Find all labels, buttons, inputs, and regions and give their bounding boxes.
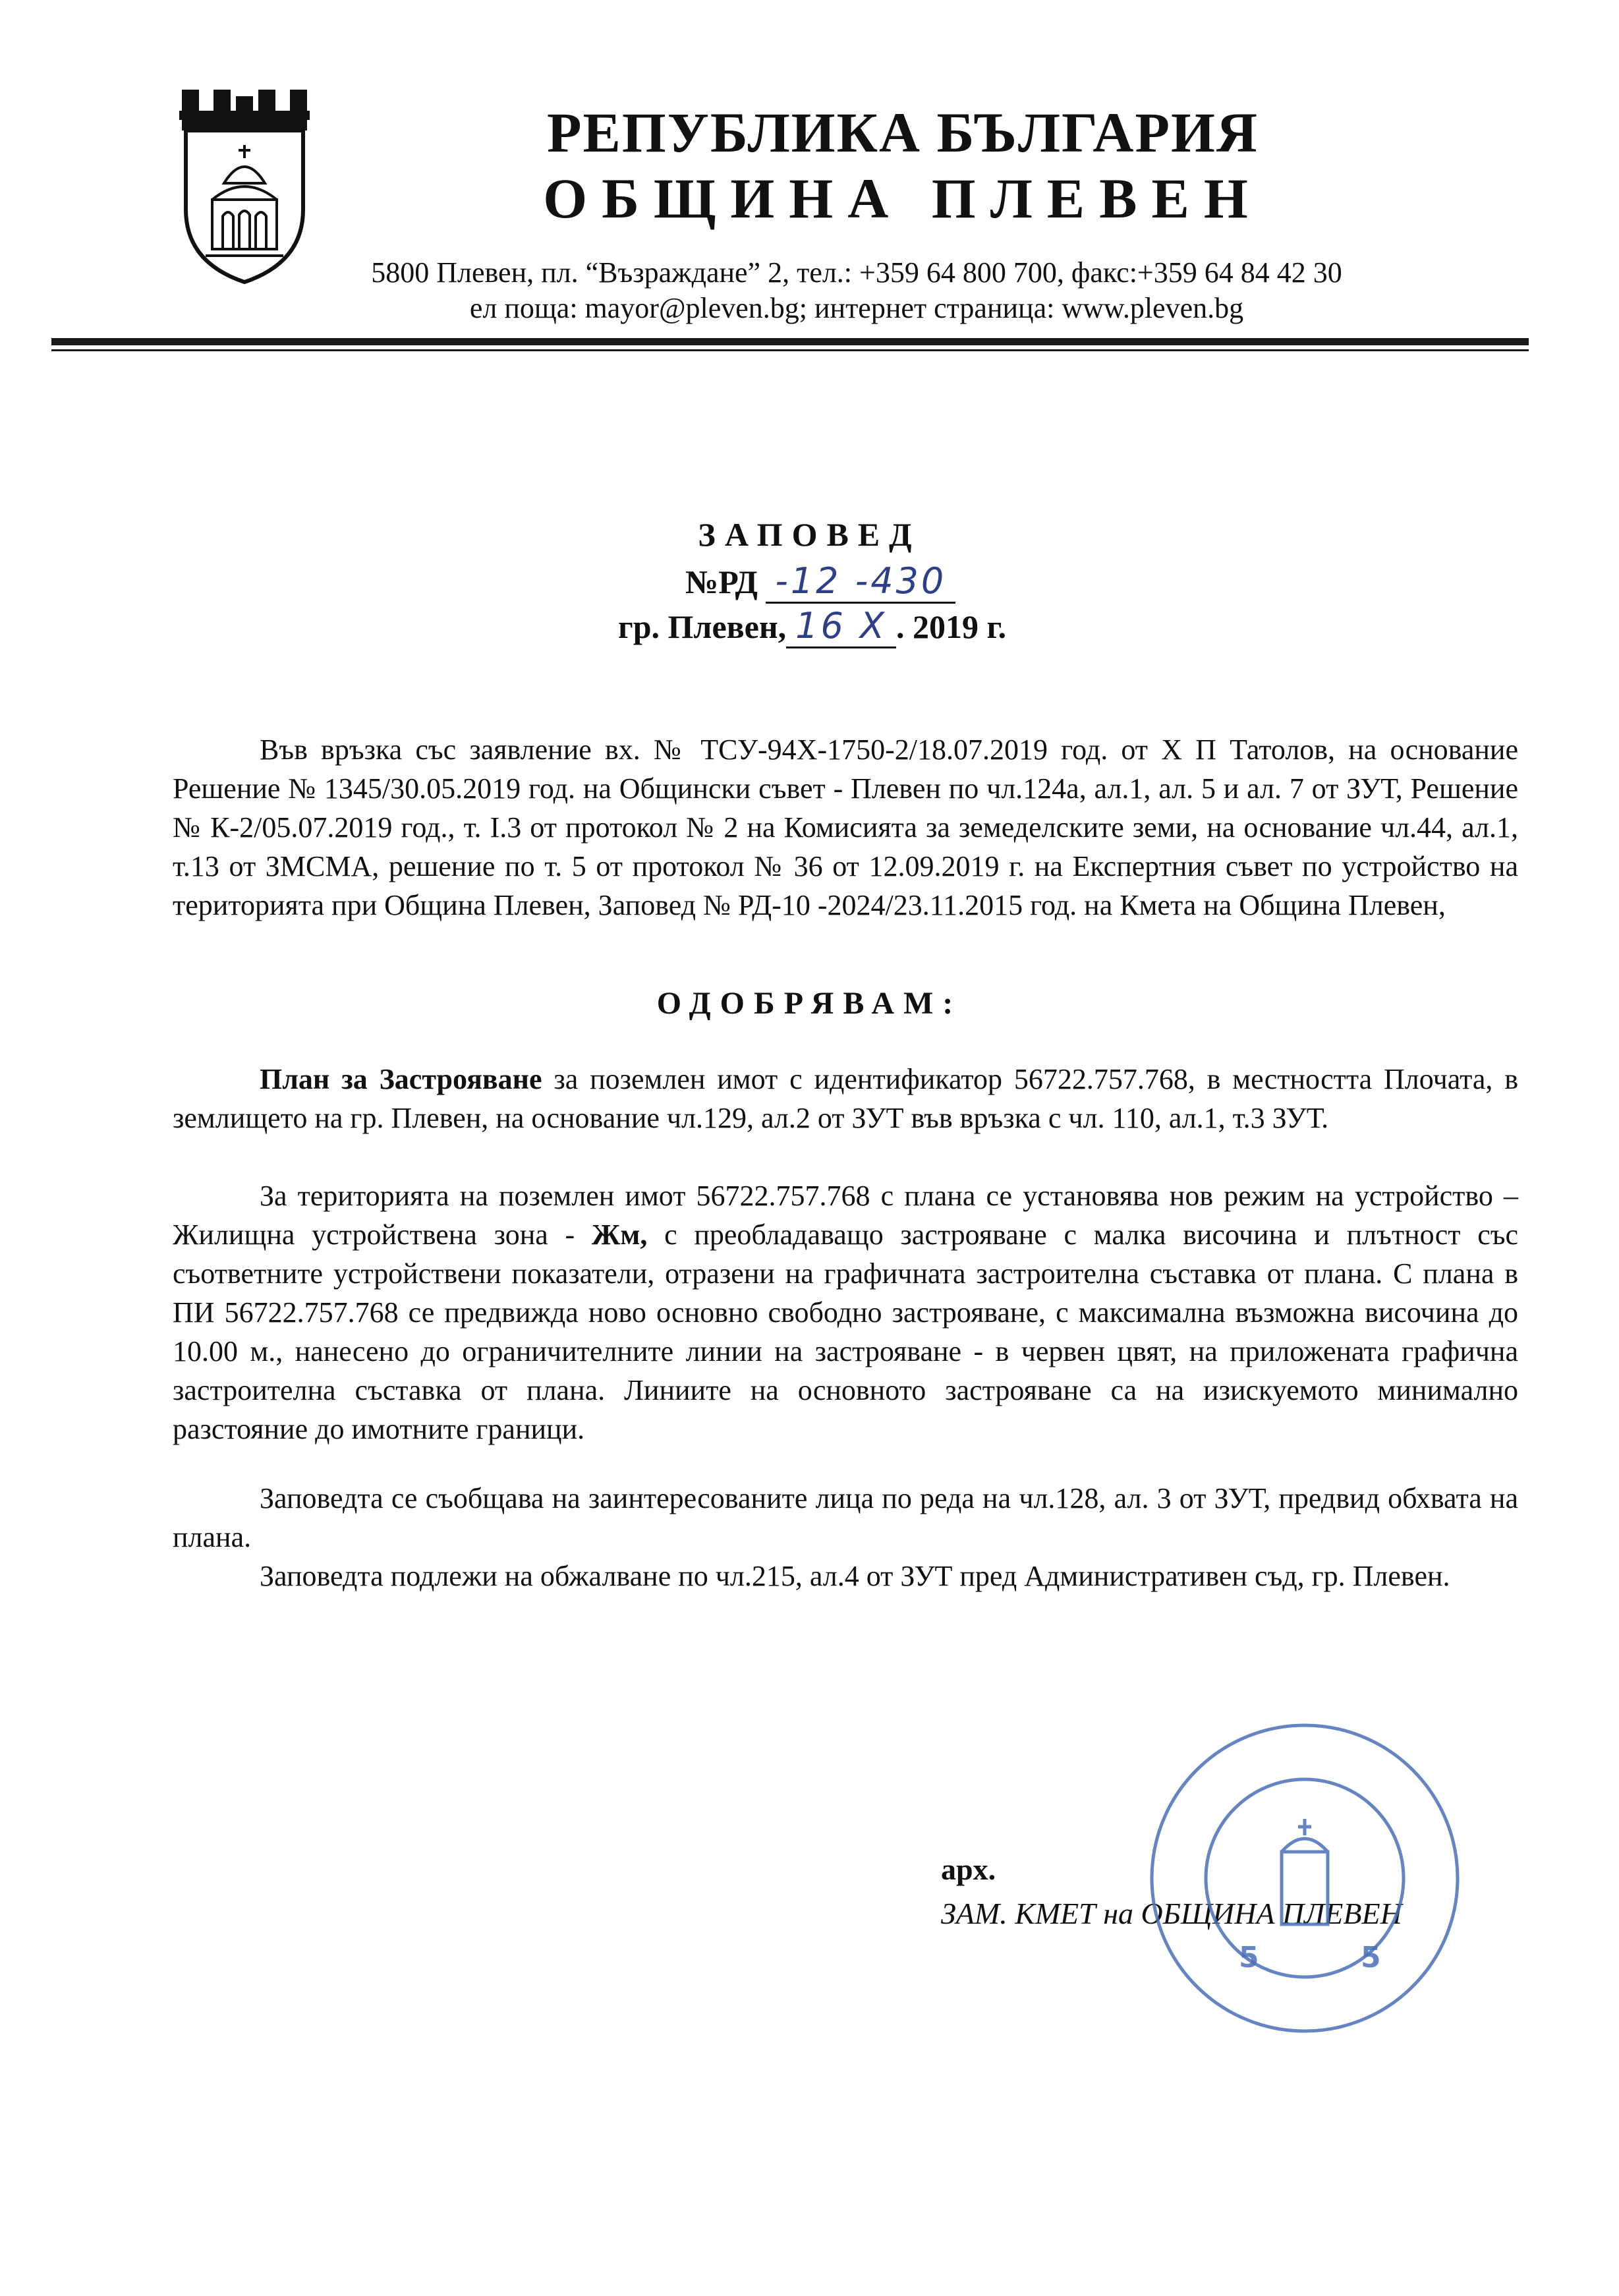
header-divider-thick	[51, 338, 1529, 345]
appeal-paragraph: Заповедта подлежи на обжалване по чл.215, ал.4 от ЗУТ пред Административен съд, гр. Плевен.	[260, 1560, 1450, 1592]
order-number-handwritten: -12 -430	[766, 560, 955, 604]
plan-paragraph	[173, 1060, 1518, 1137]
country-name: РЕПУБЛИКА БЪЛГАРИЯ	[546, 101, 1259, 164]
signatory-title: ЗАМ. КМЕТ на ОБЩИНА ПЛЕВЕН	[941, 1897, 1402, 1930]
official-stamp-icon	[1140, 1713, 1469, 2043]
notice-paragraph: Заповедта се съобщава на заинтересованите лица по реда на чл.128, ал. 3 от ЗУТ, предвид обхвата на плана.	[173, 1482, 1518, 1553]
signatory-name: арх.	[941, 1852, 996, 1886]
zone-paragraph	[173, 1176, 1518, 1449]
svg-text:5: 5	[1239, 1941, 1259, 1974]
zone-text-a: За територията на поземлен имот 56722.757.768 с плана се установява нов режим на устройство – Жилищна устройствена зона -	[173, 1180, 1518, 1251]
order-date-handwritten: 16 X	[786, 605, 896, 648]
approve-heading: ОДОБРЯВАМ:	[656, 986, 963, 1021]
order-title: ЗАПОВЕД	[698, 516, 921, 553]
zone-code: Жм,	[591, 1219, 648, 1251]
header-divider-thin	[51, 349, 1529, 351]
svg-text:5: 5	[1361, 1941, 1381, 1974]
order-date-suffix: . 2019 г.	[896, 608, 1007, 645]
zone-text-b: с преобладаващо застрояване с малка височина и плътност със съответните устройствени показатели, отразени на графичната застроителна съставка от плана. С плана в ПИ 56722.757.768 се предвижда ново основно свободно застрояване, с максимална възможна височина до 10.00 м., нанесено до ограничителните линии на застрояване - в червен цвят, на приложената графична застроителна съставка от плана. Линиите на основното застрояване са на изискуемото минимално разстояние до имотните граници.	[173, 1219, 1518, 1445]
web-line: ел поща: mayor@pleven.bg; интернет страница: www.pleven.bg	[469, 292, 1244, 324]
address-line: 5800 Плевен, пл. “Възраждане” 2, тел.: +359 64 800 700, факс:+359 64 84 42 30	[371, 256, 1342, 289]
municipality-name: ОБЩИНА ПЛЕВЕН	[543, 167, 1263, 230]
order-date	[618, 605, 1006, 648]
plan-text: за поземлен имот с идентификатор 56722.757.768, в местността Плочата, в землището на гр. Плевен, на основание чл.129, ал.2 от ЗУТ във връзка с чл. 110, ал.1, т.3 ЗУТ.	[173, 1063, 1518, 1134]
order-number	[685, 560, 955, 604]
order-number-prefix: №РД	[685, 563, 758, 600]
order-date-prefix: гр. Плевен,	[618, 608, 787, 645]
preamble-paragraph: Във връзка със заявление вх. № ТСУ-94Х-1750-2/18.07.2019 год. от Х П Татолов, на основание Решение № 1345/30.05.2019 год. на Общински съвет - Плевен по чл.124а, ал.1, ал. 5 и ал. 7 от ЗУТ, Решение № К-2/05.07.2019 год., т. І.3 от протокол № 2 на Комисията за земеделските земи, на основание чл.44, ал.1, т.13 от ЗМСМА, решение по т. 5 от протокол № 36 от 12.09.2019 г. на Експертния съвет по устройство на територията при Община Плевен, Заповед № РД-10 -2024/23.11.2015 год. на Кмета на Община Плевен,	[173, 733, 1518, 921]
plan-title: План за Застрояване	[260, 1063, 542, 1095]
